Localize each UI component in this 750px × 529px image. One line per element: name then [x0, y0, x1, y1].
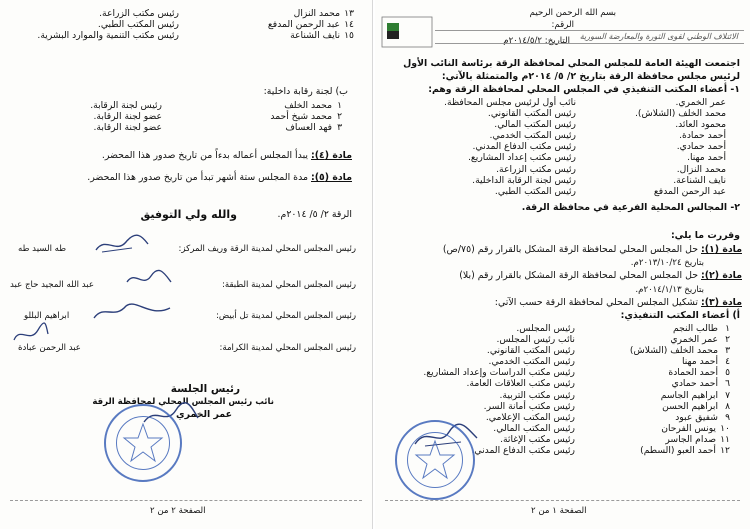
page-number: الصفحة ٢ من ٢: [150, 506, 206, 516]
document-page-1: [375, 0, 750, 529]
article-2-text: حل المجلس المحلي لمحافظة الرقة المشكل بالقرار رقم (بلا): [459, 270, 699, 281]
article-4-label: مادة (٤):: [311, 150, 352, 161]
reference-label: الرقم:: [551, 20, 574, 30]
article-1-date: بتاريخ ٢٠١٣/١٠/٢٤م.: [630, 258, 704, 268]
document-date: الرقة ٢/ ٥/ ٢٠١٤م.: [277, 209, 352, 220]
signature-1: [92, 232, 152, 258]
list-item: محمد النزال. رئيس مكتب الزراعة.: [496, 163, 726, 175]
signature-3: [92, 298, 172, 324]
members-continued-list: [4, 8, 354, 41]
signatory-title: رئيس المجلس المحلي لمدينة الرقة وريف المركز:: [178, 244, 356, 254]
list-item: ١٥ نايف الشناعة رئيس مكتب التنمية والموارد البشرية.: [37, 30, 354, 42]
signatory-name: عبد الله المجيد حاج عبد: [10, 280, 94, 290]
signatory-name: عبد الرحمن عبادة: [18, 343, 81, 353]
list-item: ٩ شفيق عبود رئيس المكتب الإعلامي.: [485, 411, 730, 423]
list-item: ٦ أحمد حمادي رئيس مكتب العلاقات العامة.: [466, 378, 730, 390]
committee-heading: ب) لجنة رقابة داخلية:: [263, 86, 348, 97]
article-3-label: مادة (٣):: [701, 297, 742, 308]
signatory-name: ابراهيم البللو: [24, 311, 70, 321]
header-band: [435, 30, 744, 44]
list-item: أحمد مهنا. رئيس مكتب إعداد المشاريع.: [468, 152, 726, 164]
chair-role: نائب رئيس المجلس المحلي لمحافظة الرقة: [92, 397, 274, 407]
list-item: ٧ ابراهيم الجاسم رئيس مكتب التربية.: [499, 389, 730, 401]
article-4-text: يبدأ المجلس أعماله بدءاً من تاريخ صدور هذا المحضر.: [101, 150, 309, 161]
footer-divider: [385, 500, 740, 501]
list-item: عمر الخمري. نائب أول لرئيس مجلس المحافظة.: [444, 97, 726, 108]
article-2-date: بتاريخ ٢٠١٤/١/١٣م.: [635, 285, 704, 295]
footer-divider: [10, 500, 362, 501]
list-item: أحمد حمادي. رئيس مكتب الدفاع المدني.: [472, 141, 726, 153]
list-item: محمد الخلف (الشلاش). رئيس المكتب القانوني.: [487, 108, 726, 120]
list-item: ٣ فهد العساف عضو لجنة الرقابة.: [93, 122, 342, 134]
coalition-logo: [381, 16, 433, 48]
list-item: ٥ أحمد الحمادة رئيس مكتب الدراسات وإعداد المشاريع.: [423, 367, 730, 379]
list-item: ٤ أحمد مهنا رئيس المكتب الخدمي.: [488, 356, 730, 368]
article-2: [459, 270, 742, 281]
signatory-title: رئيس المجلس المحلي لمدينة الكرامة:: [219, 343, 356, 353]
decided-heading: وقررت ما يلي:: [670, 230, 740, 241]
signature-4: [10, 322, 50, 346]
signature-2: [125, 268, 173, 290]
closing-phrase: والله ولي التوفيق: [140, 208, 237, 221]
signatory-title: رئيس المجلس المحلي لمدينة الطبقة:: [221, 280, 356, 290]
article-3-text: تشكيل المجلس المحلي لمحافظة الرقة حسب الآتي:: [494, 297, 699, 308]
article-5-label: مادة (٥):: [311, 172, 352, 183]
article-3: [495, 297, 742, 308]
list-item: نايف الشناعة. رئيس لجنة الرقابة الداخلية.: [472, 174, 726, 186]
list-item: أحمد حمادة. رئيس المكتب الخدمي.: [489, 130, 726, 142]
article-4: [102, 150, 352, 161]
article-1-text: حل المجلس المحلي لمحافظة الرقة المشكل بالقرار رقم (٧٥/ص): [442, 244, 699, 255]
document-date-label: التاريخ: ٢٠١٤/٥/٢م: [503, 36, 570, 46]
list-item: ١ محمد الخلف رئيس لجنة الرقابة.: [90, 100, 342, 111]
intro-line-1: اجتمعت الهيئة العامة للمجلس المحلي لمحافظة الرقة برئاسة النائب الأول: [403, 58, 740, 69]
list-item: ١ طالب النجم رئيس المجلس.: [516, 323, 730, 334]
intro-line-2: لرئيس مجلس محافظة الرقة بتاريخ ٢/ ٥/ ٢٠١٤م والمتمثلة بالآتي:: [441, 71, 740, 82]
basmala: بسم الله الرحمن الرحيم: [529, 8, 616, 18]
list-item: ٢ عمر الخمري نائب رئيس المجلس.: [496, 334, 730, 346]
list-item: محمود العائد. رئيس المكتب المالي.: [494, 119, 726, 131]
list-item: ١٢ أحمد العبو (السطم) رئيس مكتب الدفاع المدني.: [471, 445, 730, 457]
list-item: عبد الرحمن المدفع رئيس المكتب الطبي.: [494, 185, 726, 197]
article-3-sub: أ) أعضاء المكتب التنفيذي:: [620, 310, 740, 321]
list-item: ٢ محمد شيخ أحمد عضو لجنة الرقابة.: [93, 111, 342, 123]
official-seal: [395, 420, 475, 500]
signatory-name: طه السيد طه: [18, 244, 67, 254]
page-number: الصفحة ١ من ٢: [531, 506, 587, 516]
list-item: ٨ ابراهيم الحسن رئيس مكتب أمانة السر.: [483, 400, 730, 412]
section-2-heading: ٢- المجالس المحلية الفرعية في محافظة الرقة.: [521, 202, 740, 213]
article-5: [87, 172, 352, 183]
article-2-label: مادة (٢):: [701, 270, 742, 281]
section-1-heading: ١- أعضاء المكتب التنفيذي في المجلس المحلي لمحافظة الرقة وهم:: [428, 84, 740, 95]
list-item: ١٣ محمد النزال رئيس مكتب الزراعة.: [99, 8, 354, 19]
list-item: ١٤ عبد الرحمن المدفع رئيس المكتب الطبي.: [97, 19, 354, 31]
header-band-text: الائتلاف الوطني لقوى الثورة والمعارضة السورية: [579, 32, 738, 41]
chair-title: رئيس الجلسة: [170, 383, 240, 395]
chair-name: عمر الخمري: [176, 409, 232, 420]
list-item: ١١ صدام الجاسر رئيس مكتب الإغاثة.: [500, 433, 730, 445]
signatory-title: رئيس المجلس المحلي لمدينة تل أبيض:: [216, 311, 356, 321]
committee-list: [12, 100, 342, 133]
list-item: ١٠ يونس الفرحان رئيس المكتب المالي.: [493, 422, 730, 434]
exec-members-list: [386, 97, 726, 197]
list-item: ٣ محمد الخلف (الشلاش) رئيس المكتب القانوني.: [486, 345, 730, 357]
document-page-2: [0, 0, 373, 529]
official-seal: [104, 404, 182, 482]
article-1-label: مادة (١):: [701, 244, 742, 255]
article-1: [443, 244, 742, 255]
article-5-text: مدة المجلس ستة أشهر تبدأ من تاريخ صدور هذا المحضر.: [87, 172, 309, 183]
